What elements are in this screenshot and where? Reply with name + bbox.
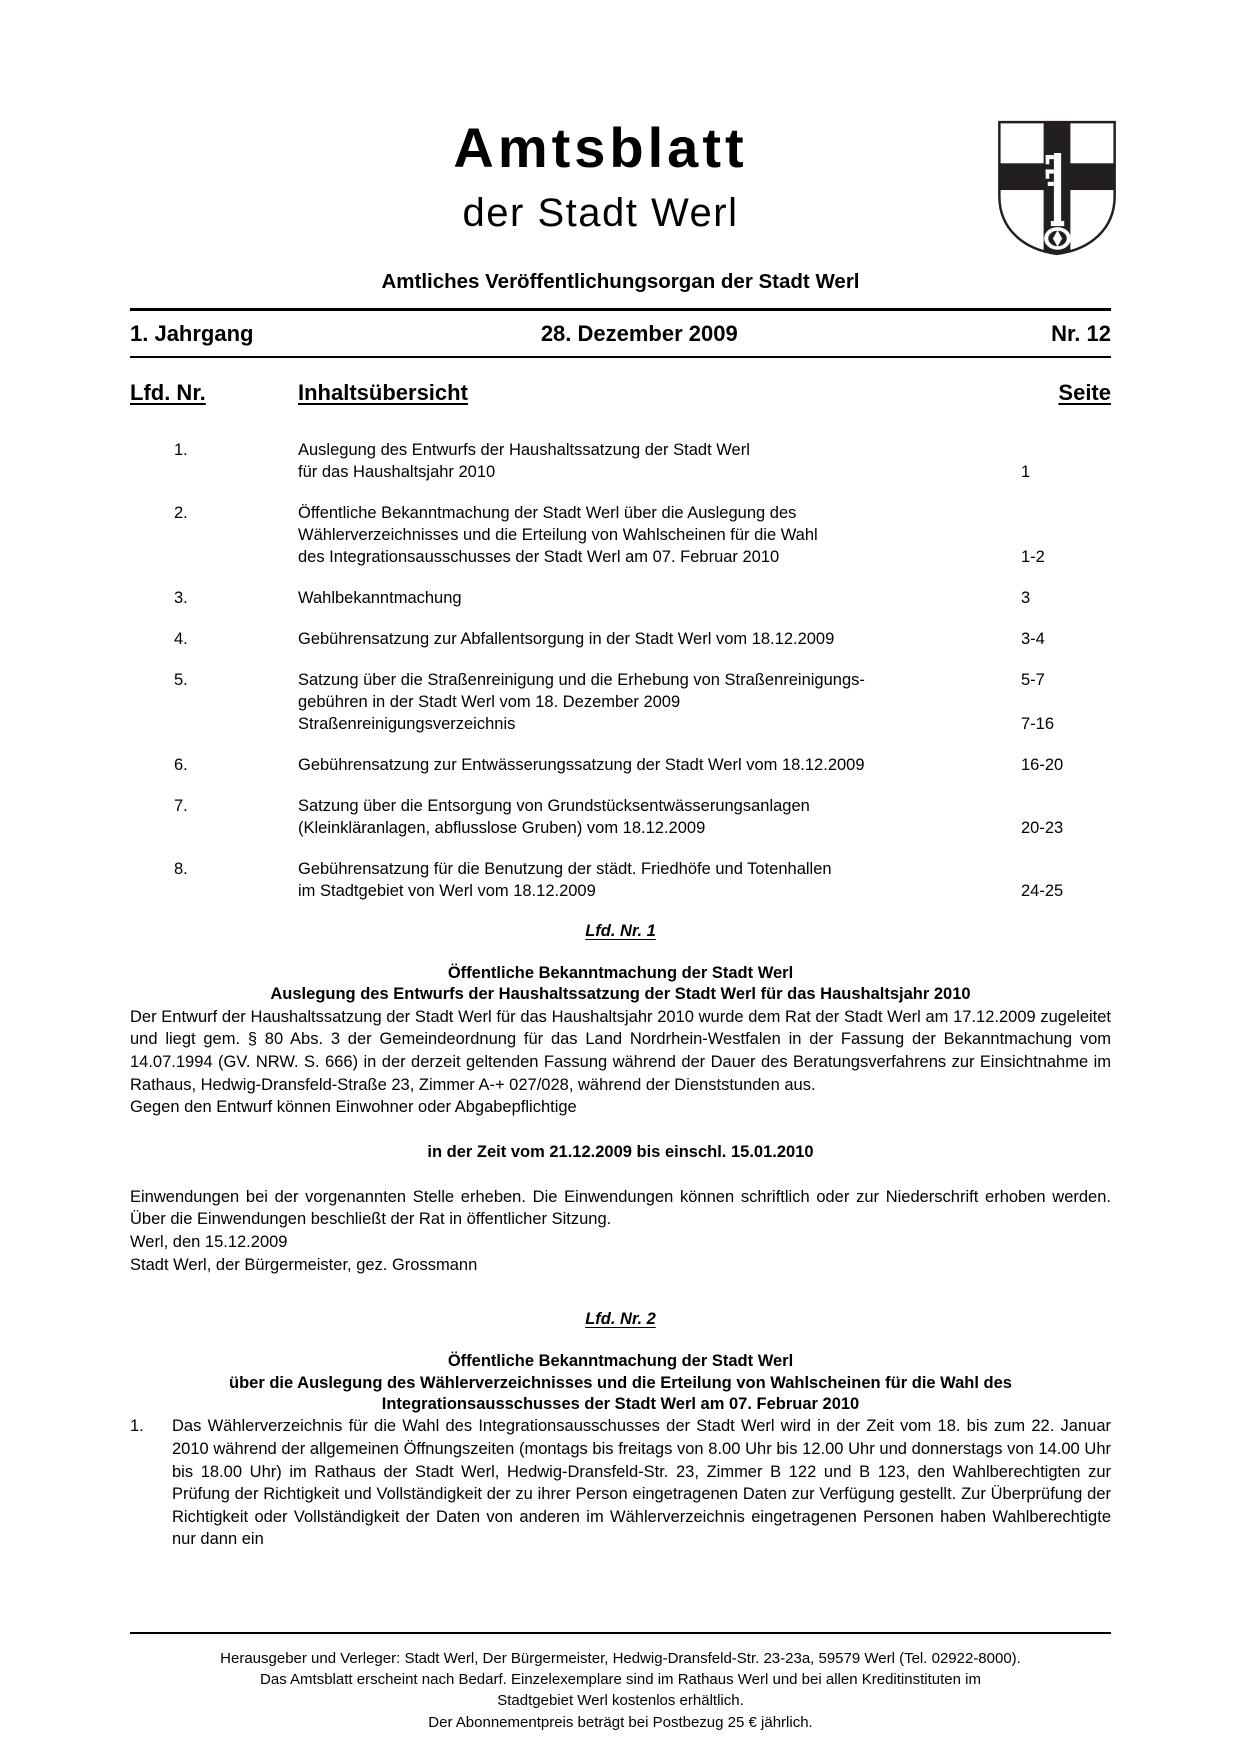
toc-row-pages: [1015, 670, 1111, 736]
toc-row[interactable]: [130, 670, 1111, 736]
toc-row-page-value: 1-2: [1021, 548, 1045, 567]
toc-row-title-line: für das Haushaltsjahr 2010: [298, 463, 496, 482]
toc-row-title: [298, 629, 1015, 651]
section-1-paragraph-3: Einwendungen bei der vorgenannten Stelle erheben. Die Einwendungen können schriftlich oder zur Niederschrift erhoben werden. Über die Einwendungen beschließt der Rat in öffentlicher Sitzung.: [130, 1187, 1111, 1229]
toc-row-title-line: Gebührensatzung für die Benutzung der städt. Friedhöfe und Totenhallen: [298, 859, 832, 878]
section-1-label: Lfd. Nr. 1: [585, 921, 656, 940]
publication-title: Amtsblatt: [453, 116, 748, 179]
section-1-period-line: in der Zeit vom 21.12.2009 bis einschl. 15.01.2010: [427, 1142, 814, 1161]
coat-of-arms-icon: [995, 118, 1119, 258]
issue-volume: 1. Jahrgang: [130, 321, 254, 347]
toc-row-page-value: 5-7: [1021, 671, 1045, 690]
toc-row-title-line: Satzung über die Entsorgung von Grundstücksentwässerungsanlagen: [298, 797, 810, 816]
footer-line-3: Stadtgebiet Werl kostenlos erhältlich.: [497, 1692, 744, 1710]
toc-header-seite: Seite: [1058, 380, 1111, 406]
section-2-item-1: [130, 1415, 1111, 1551]
toc-row-number: 3.: [174, 589, 188, 608]
toc-row-title: [298, 440, 1015, 484]
toc-header-lfd-nr: Lfd. Nr.: [130, 380, 206, 406]
toc-row-title-line: Straßenreinigungsverzeichnis: [298, 715, 516, 734]
toc-row[interactable]: [130, 629, 1111, 651]
toc-row-number: 5.: [174, 671, 188, 690]
toc-row-title-line: Wahlbekanntmachung: [298, 589, 462, 608]
official-organ-line: Amtliches Veröffentlichungsorgan der Stadt Werl: [381, 270, 860, 294]
toc-row[interactable]: [130, 755, 1111, 777]
toc-row-page-value: 7-16: [1021, 715, 1055, 734]
toc-row-pages: [1015, 629, 1111, 651]
toc-row-pages: [1015, 818, 1111, 840]
toc-row-title: [298, 859, 1015, 903]
section-2-heading-1: Öffentliche Bekanntmachung der Stadt Werl: [447, 1352, 794, 1371]
section-lfd-nr-1: [130, 922, 1111, 1276]
footer-line-4: Der Abonnementpreis beträgt bei Postbezug 25 € jährlich.: [428, 1713, 813, 1731]
toc-row-page-value: 3-4: [1021, 630, 1045, 649]
toc-row[interactable]: [130, 796, 1111, 840]
toc-row-title: [298, 670, 1015, 736]
toc-row-pages: [1015, 588, 1111, 610]
toc-row-title-line: des Integrationsausschusses der Stadt Werl am 07. Februar 2010: [298, 548, 780, 567]
toc-row[interactable]: [130, 859, 1111, 903]
toc-row-title-line: Gebührensatzung zur Entwässerungssatzung der Stadt Werl vom 18.12.2009: [298, 756, 865, 775]
toc-row-pages: [1015, 881, 1111, 903]
toc-row[interactable]: [130, 503, 1111, 569]
toc-row-page-value: 3: [1021, 589, 1031, 608]
toc-row-number: 7.: [174, 797, 188, 816]
toc-row-number: 4.: [174, 630, 188, 649]
toc-header-inhalt: Inhaltsübersicht: [298, 380, 468, 406]
toc-row-pages: [1015, 547, 1111, 569]
section-2-item-1-number: 1.: [130, 1417, 144, 1436]
toc-row-number: 8.: [174, 859, 188, 878]
toc-row-title-line: gebühren in der Stadt Werl vom 18. Dezember 2009: [298, 693, 681, 712]
toc-row-page-value: 20-23: [1021, 819, 1064, 838]
section-2-heading-3: Integrationsausschusses der Stadt Werl am 07. Februar 2010: [381, 1395, 860, 1413]
toc-row-title-line: Auslegung des Entwurfs der Haushaltssatzung der Stadt Werl: [298, 441, 750, 460]
toc-header: [130, 358, 1111, 406]
footer-divider: [130, 1632, 1111, 1634]
toc-row-title-line: Öffentliche Bekanntmachung der Stadt Werl über die Auslegung des: [298, 504, 797, 523]
toc-row-title: [298, 503, 1015, 569]
toc-row-pages: [1015, 755, 1111, 777]
toc-row-title-line: im Stadtgebiet von Werl vom 18.12.2009: [298, 881, 596, 900]
section-1-paragraph-2: Gegen den Entwurf können Einwohner oder Abgabepflichtige: [130, 1098, 577, 1117]
toc-row-number: 6.: [174, 756, 188, 775]
toc-row-number: 2.: [174, 504, 188, 523]
toc-row-page-value: 1: [1021, 463, 1031, 482]
toc-list: [130, 440, 1111, 902]
section-1-heading-1: Öffentliche Bekanntmachung der Stadt Werl: [447, 963, 794, 982]
publication-subtitle: der Stadt Werl: [462, 191, 739, 236]
toc-row-pages: [1015, 462, 1111, 484]
toc-row-page-value: 16-20: [1021, 756, 1064, 775]
issue-line: [130, 311, 1111, 356]
toc-row-title-line: Wählerverzeichnisses und die Erteilung von Wahlscheinen für die Wahl: [298, 526, 818, 545]
masthead: [130, 0, 1111, 294]
section-1-place-date: Werl, den 15.12.2009: [130, 1232, 288, 1251]
toc-row-number: 1.: [174, 441, 188, 460]
section-1-signature: Stadt Werl, der Bürgermeister, gez. Grossmann: [130, 1255, 478, 1274]
toc-row-title-line: (Kleinkläranlagen, abflusslose Gruben) vom 18.12.2009: [298, 818, 706, 837]
toc-row[interactable]: [130, 440, 1111, 484]
toc-row-title: [298, 796, 1015, 840]
section-2-item-1-text: Das Wählerverzeichnis für die Wahl des Integrationsausschusses der Stadt Werl wird in der Zeit vom 18. bis zum 22. Januar 2010 während der allgemeinen Öffnungszeiten (montags bis freitags von 8.00 Uhr bis 12.00 Uhr und donnerstags von 14.00 Uhr bis 18.00 Uhr) im Rathaus der Stadt Werl, Hedwig-Dransfeld-Str. 23, Zimmer B 122 und B 123, den Wahlberechtigten zur Prüfung der Richtigkeit und Vollständigkeit der zu ihrer Person eingetragenen Daten zur Verfügung gestellt. Zur Überprüfung der Richtigkeit oder Vollständigkeit der Daten von anderen im Wählerverzeichnis eingetragenen Personen haben Wahlberechtigte nur dann ein: [172, 1417, 1111, 1549]
toc-row-title: [298, 588, 1015, 610]
issue-date: 28. Dezember 2009: [540, 321, 738, 347]
issue-number: Nr. 12: [1051, 321, 1111, 347]
page-footer: [130, 1632, 1111, 1733]
toc-row-title-line: Gebührensatzung zur Abfallentsorgung in der Stadt Werl vom 18.12.2009: [298, 630, 835, 649]
section-1-paragraph-1: Der Entwurf der Haushaltssatzung der Stadt Werl für das Haushaltsjahr 2010 wurde dem Rat der Stadt Werl am 17.12.2009 zugeleitet und liegt gem. § 80 Abs. 3 der Gemeindeordnung für das Land Nordrhein-Westfalen in der Fassung der Bekanntmachung vom 14.07.1994 (GV. NRW. S. 666) in der derzeit geltenden Fassung während der Dauer des Beratungsverfahrens zur Einsichtnahme im Rathaus, Hedwig-Dransfeld-Straße 23, Zimmer A-+ 027/028, während der Dienststunden aus.: [130, 1007, 1111, 1094]
section-2-heading-2: über die Auslegung des Wählerverzeichnisses und die Erteilung von Wahlscheinen für die Wahl des: [229, 1373, 1012, 1392]
footer-line-1: Herausgeber und Verleger: Stadt Werl, Der Bürgermeister, Hedwig-Dransfeld-Str. 23-23a, 59579 Werl (Tel. 02922-8000).: [220, 1649, 1021, 1667]
toc-row-title: [298, 755, 1015, 777]
toc-row[interactable]: [130, 588, 1111, 610]
toc-row-title-line: Satzung über die Straßenreinigung und die Erhebung von Straßenreinigungs-: [298, 671, 865, 690]
section-2-label: Lfd. Nr. 2: [585, 1310, 656, 1329]
section-1-heading-2: Auslegung des Entwurfs der Haushaltssatzung der Stadt Werl für das Haushaltsjahr 2010: [270, 985, 971, 1004]
toc-row-page-value: 24-25: [1021, 881, 1064, 900]
masthead-titles: [130, 118, 1111, 236]
section-lfd-nr-2: [130, 1310, 1111, 1551]
footer-line-2: Das Amtsblatt erscheint nach Bedarf. Einzelexemplare sind im Rathaus Werl und bei allen Kreditinstituten im: [260, 1671, 981, 1689]
